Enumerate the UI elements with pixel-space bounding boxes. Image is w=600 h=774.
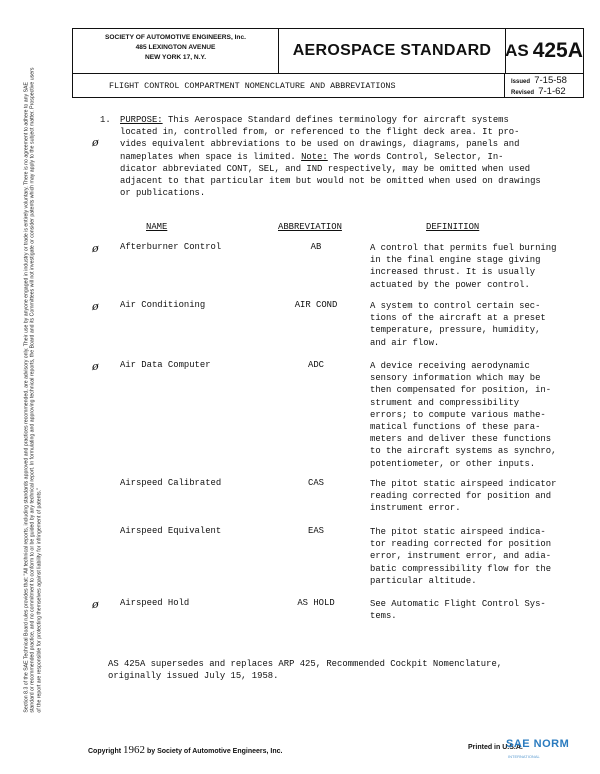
change-mark: ø	[92, 360, 99, 373]
entry-abbreviation: EAS	[308, 526, 324, 536]
supersedes-note	[108, 658, 502, 682]
entry-abbreviation: ADC	[308, 360, 324, 370]
definition-line: actuated by the power control.	[370, 279, 530, 290]
note-label: Note:	[301, 151, 328, 162]
purpose-line: The words Control, Selector, In-	[333, 151, 504, 162]
org-name: SOCIETY OF AUTOMOTIVE ENGINEERS, Inc.	[105, 34, 246, 41]
entry-definition	[370, 242, 576, 291]
issued-label: Issued	[511, 79, 531, 85]
column-header-definition: DEFINITION	[426, 222, 480, 232]
change-mark: ø	[92, 300, 99, 313]
purpose-line: located in, controlled from, or referenced to the flight deck area. It pro-	[120, 127, 520, 138]
entry-name: Airspeed Equivalent	[120, 526, 222, 536]
definition-line: strument and compressibility	[370, 397, 520, 408]
entry-name: Afterburner Control	[120, 242, 222, 252]
doc-number-prefix: AS	[505, 41, 529, 60]
definition-line: error, instrument error, and adia-	[370, 551, 552, 562]
change-mark: ø	[92, 598, 99, 611]
definition-line: A control that permits fuel burning	[370, 243, 557, 253]
definition-line: tems.	[370, 611, 397, 622]
change-mark: ø	[92, 242, 99, 255]
entry-abbreviation: AIR COND	[294, 300, 338, 310]
definition-line: to the aircraft systems as synchro,	[370, 446, 557, 457]
purpose-label: PURPOSE:	[120, 115, 163, 125]
watermark-subtitle: INTERNATIONAL	[508, 754, 540, 759]
entry-abbreviation: CAS	[308, 478, 324, 488]
definition-line: errors; to compute various mathe-	[370, 409, 546, 420]
definition-line: matical functions of these para-	[370, 422, 541, 433]
document-header	[72, 28, 584, 98]
doc-number	[505, 29, 583, 73]
definition-line: A system to control certain sec-	[370, 301, 541, 311]
entry-abbreviation: AS HOLD	[297, 598, 335, 608]
definition-line: instrument error.	[370, 503, 461, 514]
purpose-line: nameplates when space is limited.	[120, 151, 296, 162]
doc-dates	[505, 73, 583, 97]
purpose-line: or publications.	[120, 188, 206, 199]
definition-line: tor reading corrected for position	[370, 539, 552, 550]
entry-name: Air Data Computer	[120, 360, 211, 370]
copyright-label: Copyright	[88, 748, 122, 755]
definition-line: The pitot static airspeed indica-	[370, 527, 546, 537]
side-disclaimer: Section 8.3 of the SAE Technical Board rules provides that: "All technical reports, including standards approved and practices recommended, are advisory only. Their use by anyone engaged in industry or trade is entirely voluntary. There is no agreement to adhere to any SAE standard or recommended practice, and no commitment to conform to or be guided by any technical report. In formulating and approving technical reports, the Board and its Committees will not investigate or consider patents which may apply to the subject matter. Prospective users of the report are responsible for protecting themselves against liability for infringement of patents."	[23, 67, 43, 713]
issued-date: 7-15-58	[534, 75, 567, 86]
doc-type-title: AEROSPACE STANDARD	[279, 29, 506, 73]
entry-name: Airspeed Calibrated	[120, 478, 222, 488]
definition-line: reading corrected for position and	[370, 491, 552, 502]
purpose-line: dicator abbreviated CONT, SEL, and IND respectively, may be omitted when used	[120, 163, 531, 174]
doc-number-value: 425A	[532, 39, 583, 62]
entry-name: Airspeed Hold	[120, 598, 190, 608]
definition-line: sensory information which may be	[370, 373, 541, 384]
watermark-logo: SAE NORM	[506, 738, 570, 750]
revised-label: Revised	[511, 90, 535, 96]
purpose-line: adjacent to that particular item but would not be omitted when used on drawings	[120, 176, 541, 187]
definition-line: meters and deliver these functions	[370, 434, 552, 445]
entry-definition	[370, 360, 576, 470]
entry-definition	[370, 300, 576, 349]
copyright-year: 1962	[123, 744, 146, 756]
definition-line: and air flow.	[370, 337, 440, 348]
definition-line: tions of the aircraft at a preset	[370, 313, 546, 324]
purpose-line: vides equivalent abbreviations to be used on drawings, diagrams, panels and	[120, 139, 520, 150]
org-street: 485 LEXINGTON AVENUE	[135, 44, 216, 51]
supersedes-line: originally issued July 15, 1958.	[108, 671, 279, 682]
definition-line: in the final engine stage giving	[370, 255, 541, 266]
supersedes-line: AS 425A supersedes and replaces ARP 425, Recommended Cockpit Nomenclature,	[108, 659, 503, 669]
printed-in: Printed in U.S.A.	[468, 744, 523, 751]
section-number: 1.	[100, 115, 111, 125]
entry-definition	[370, 526, 576, 587]
publisher-address	[73, 29, 279, 73]
definition-line: batic compressibility flow for the	[370, 563, 552, 574]
copyright-line	[88, 744, 282, 756]
column-header-name: NAME	[146, 222, 168, 232]
change-mark: ø	[92, 136, 99, 149]
entry-definition	[370, 478, 576, 515]
column-header-abbreviation: ABBREVIATION	[278, 222, 342, 232]
definition-line: particular altitude.	[370, 575, 477, 586]
definition-line: potentiometer, or other inputs.	[370, 458, 536, 469]
definition-line: A device receiving aerodynamic	[370, 361, 530, 371]
purpose-line: This Aerospace Standard defines terminology for aircraft systems	[167, 115, 509, 125]
definition-line: temperature, pressure, humidity,	[370, 325, 541, 336]
definition-line: See Automatic Flight Control Sys-	[370, 599, 546, 609]
doc-subject: FLIGHT CONTROL COMPARTMENT NOMENCLATURE AND ABBREVIATIONS	[73, 73, 505, 97]
definition-line: increased thrust. It is usually	[370, 267, 536, 278]
entry-name: Air Conditioning	[120, 300, 206, 310]
definition-line: The pitot static airspeed indicator	[370, 479, 557, 489]
revised-date: 7-1-62	[538, 86, 566, 97]
copyright-holder: by Society of Automotive Engineers, Inc.	[146, 748, 283, 755]
org-city: NEW YORK 17, N.Y.	[144, 54, 207, 61]
entry-definition	[370, 598, 576, 622]
purpose-paragraph	[120, 114, 590, 199]
entry-abbreviation: AB	[310, 242, 322, 252]
definition-line: then compensated for position, in-	[370, 385, 552, 396]
